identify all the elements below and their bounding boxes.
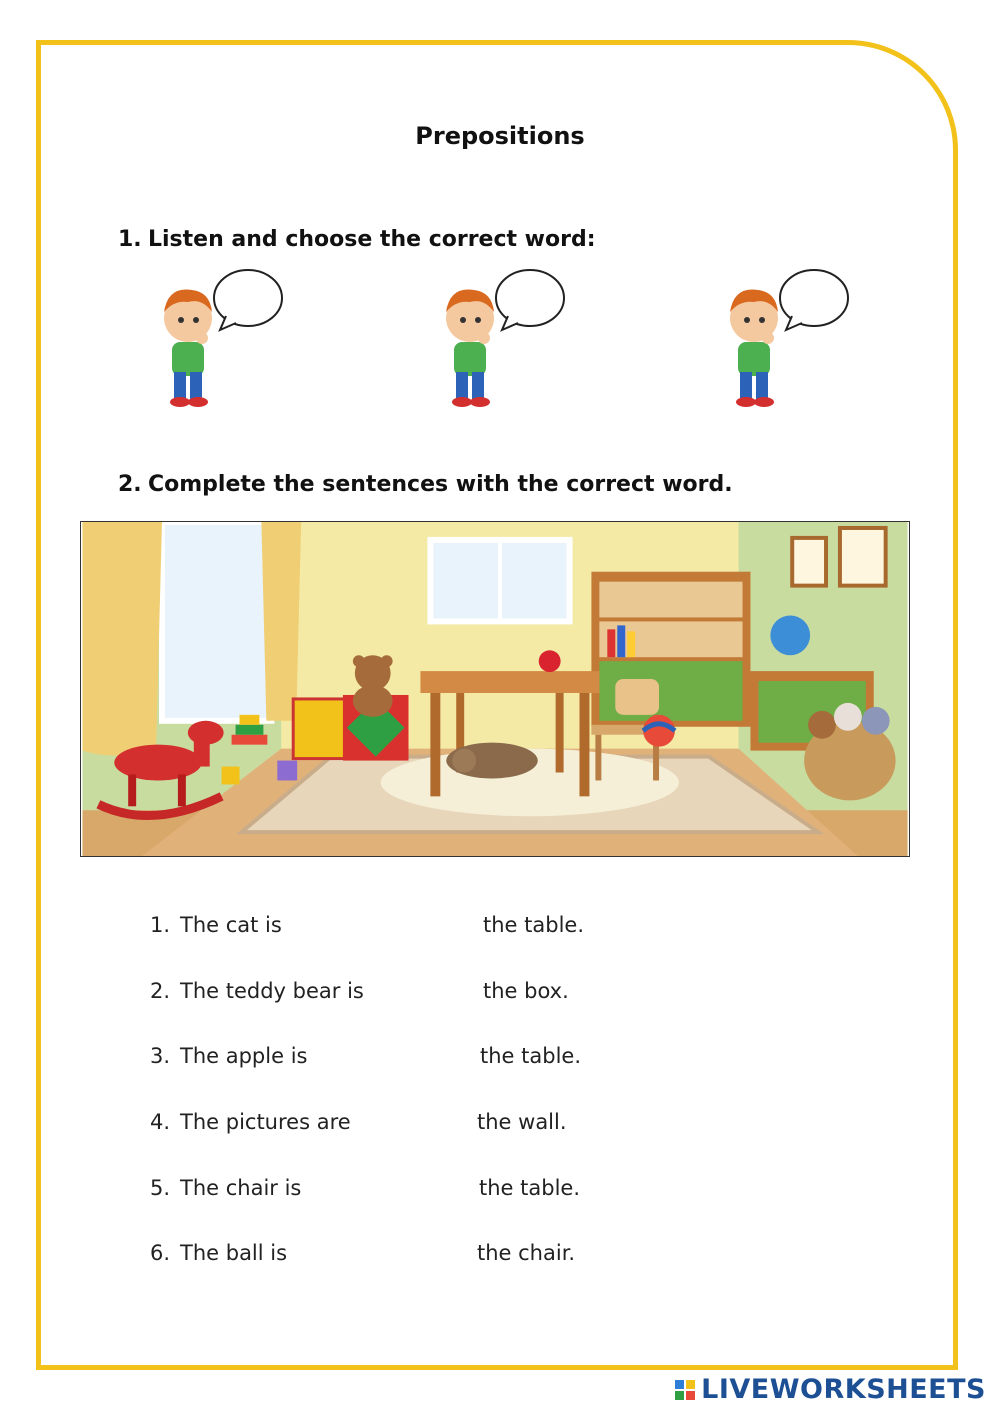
section-1-number: 1. (118, 227, 142, 252)
sentence-1 (150, 913, 585, 937)
table (420, 671, 599, 693)
sentence-number: 5. (150, 1176, 171, 1200)
answer-blank-4[interactable] (362, 1110, 476, 1138)
boy-speech-bubble-1[interactable] (148, 268, 288, 410)
boy-icon (446, 289, 494, 407)
sentence-6 (150, 1241, 576, 1265)
page-title: Prepositions (415, 122, 585, 150)
boy-icon (730, 289, 778, 407)
wall-picture-1 (792, 538, 826, 586)
liveworksheets-logo-icon (675, 1380, 695, 1400)
sentence-start: The teddy bear is (180, 979, 364, 1003)
sentence-start: The cat is (180, 913, 282, 937)
sentence-end: the table. (479, 1176, 581, 1200)
sentence-number: 6. (150, 1241, 171, 1265)
sentence-start: The pictures are (180, 1110, 351, 1134)
answer-blank-5[interactable] (310, 1176, 474, 1204)
left-window (162, 522, 271, 721)
ball (643, 715, 675, 747)
sentence-end: the box. (483, 979, 569, 1003)
boy-speech-bubble-2[interactable] (430, 268, 570, 410)
boy-speech-bubble-3[interactable] (714, 268, 854, 410)
sentence-4 (150, 1110, 567, 1134)
sentence-end: the table. (480, 1044, 582, 1068)
wall-picture-2 (840, 528, 886, 586)
section-2-number: 2. (118, 472, 142, 497)
answer-blank-2[interactable] (375, 979, 479, 1007)
answer-blank-6[interactable] (295, 1241, 474, 1269)
sentence-5 (150, 1176, 581, 1200)
sentence-start: The apple is (180, 1044, 308, 1068)
right-curtain (261, 522, 301, 721)
sentence-number: 3. (150, 1044, 171, 1068)
apple (539, 650, 561, 672)
left-curtain (82, 522, 162, 756)
brand-text: LIVEWORKSHEETS (701, 1374, 986, 1405)
speech-bubble-icon (496, 270, 564, 330)
answer-blank-3[interactable] (315, 1044, 474, 1072)
section-2-text: Complete the sentences with the correct word. (148, 472, 733, 497)
section-1-heading (118, 227, 596, 252)
section-1-text: Listen and choose the correct word: (148, 227, 596, 252)
section-2-heading (118, 472, 733, 497)
globe (770, 615, 810, 655)
sentence-end: the table. (483, 913, 585, 937)
speech-bubble-icon (780, 270, 848, 330)
sentence-number: 2. (150, 979, 171, 1003)
sentence-end: the wall. (477, 1110, 567, 1134)
sentence-2 (150, 979, 569, 1003)
sentence-number: 4. (150, 1110, 171, 1134)
sentence-end: the chair. (477, 1241, 576, 1265)
sentence-start: The chair is (180, 1176, 302, 1200)
answer-blank-1[interactable] (290, 913, 474, 941)
sentence-number: 1. (150, 913, 171, 937)
liveworksheets-logo[interactable] (675, 1374, 986, 1405)
sentence-3 (150, 1044, 582, 1068)
speech-bubble-icon (214, 270, 282, 330)
chair (615, 679, 659, 715)
boy-icon (164, 289, 212, 407)
playroom-illustration (80, 521, 910, 857)
sentence-start: The ball is (180, 1241, 288, 1265)
